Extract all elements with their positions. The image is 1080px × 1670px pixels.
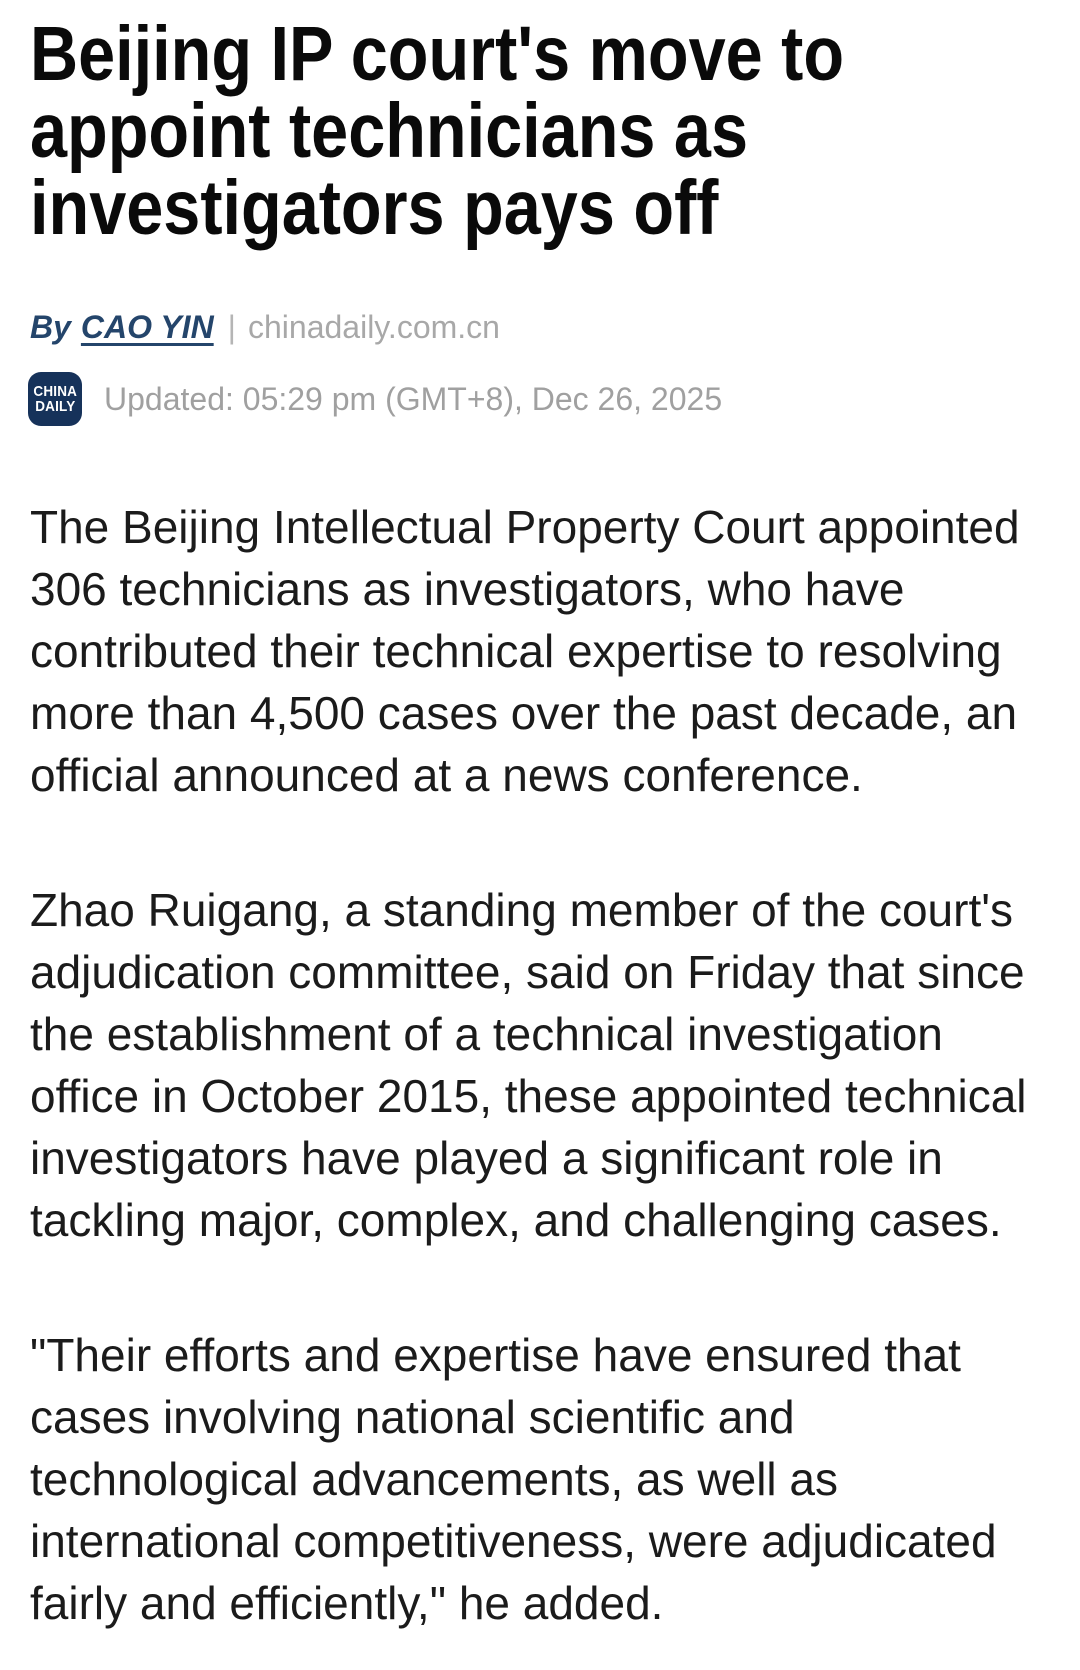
- meta-row: [28, 372, 1080, 426]
- article-paragraph-1: The Beijing Intellectual Property Court appointed 306 technicians as investigators, who have contributed their technical expertise to resolving more than 4,500 cases over the past decade, an official announced at a news conference.: [30, 501, 1020, 801]
- article-paragraph-2: Zhao Ruigang, a standing member of the court's adjudication committee, said on Friday that since the establishment of a technical investigation office in October 2015, these appointed technical investigators have played a significant role in tackling major, complex, and challenging cases.: [30, 884, 1027, 1246]
- china-daily-logo-line2: DAILY: [34, 398, 76, 415]
- china-daily-logo: [28, 372, 82, 426]
- author-link[interactable]: CAO YIN: [80, 309, 214, 345]
- byline-by-label: By: [30, 309, 71, 345]
- byline-separator: |: [227, 309, 236, 345]
- byline: [30, 308, 1080, 346]
- updated-timestamp: Updated: 05:29 pm (GMT+8), Dec 26, 2025: [104, 381, 723, 417]
- article-paragraph-3: "Their efforts and expertise have ensured that cases involving national scientific and technological advancements, as well as international competitiveness, were adjudicated fairly and efficiently," he added.: [30, 1329, 997, 1629]
- china-daily-logo-line1: CHINA: [33, 382, 77, 400]
- source-label: chinadaily.com.cn: [247, 309, 500, 345]
- article-body: [0, 496, 1080, 1634]
- article-headline: Beijing IP court's move to appoint technicians as investigators pays off: [30, 11, 845, 251]
